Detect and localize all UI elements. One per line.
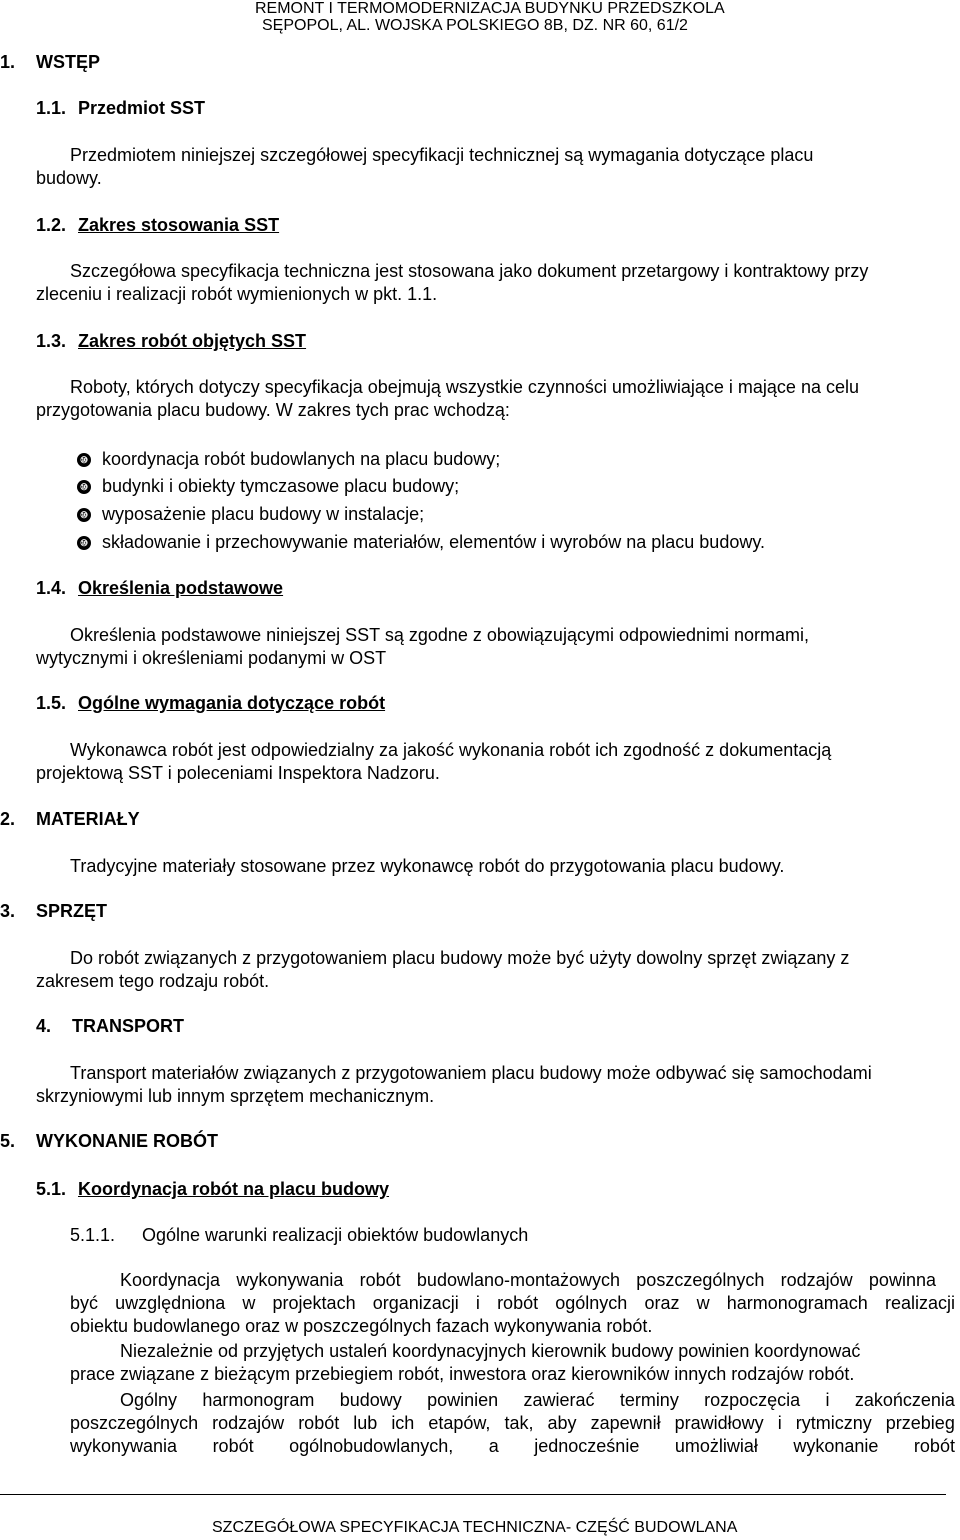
text-line: skrzyniowymi lub innym sprzętem mechanicznym. — [36, 1086, 435, 1106]
section-1-2-text-cont — [36, 283, 437, 306]
word: aby — [547, 1413, 577, 1433]
text-line: Przedmiotem niniejszej szczegółowej specyfikacji technicznej są wymagania dotyczące placu — [70, 145, 814, 165]
text-line: obiektu budowlanego oraz w poszczególnych fazach wykonywania robót. — [70, 1316, 653, 1336]
word: wykonywania — [70, 1436, 178, 1456]
word: robót — [298, 1413, 340, 1433]
section-5-heading — [0, 1131, 218, 1152]
section-title: Zakres robót objętych SST — [78, 331, 307, 351]
word: poszczególnych — [636, 1270, 765, 1290]
section-number: 1.4. — [36, 578, 67, 598]
word: wykonywania — [236, 1270, 344, 1290]
numbered-circle-icon: ⑩ — [77, 480, 91, 494]
word: uwzględniona — [115, 1293, 226, 1313]
word: organizacji — [372, 1293, 459, 1313]
section-number: 5.1.1. — [70, 1225, 116, 1245]
word: ogólnobudowlanych, — [289, 1436, 454, 1456]
word: rodzajów — [212, 1413, 285, 1433]
section-4-text-cont — [36, 1085, 434, 1108]
section-title: WSTĘP — [36, 52, 101, 72]
word: ogólnych — [555, 1293, 628, 1313]
text-line: Niezależnie od przyjętych ustaleń koordynacyjnych kierownik budowy powinien koordynować — [120, 1341, 861, 1361]
section-number: 1. — [0, 52, 16, 72]
word: terminy — [619, 1390, 679, 1410]
word: wykonanie — [793, 1436, 879, 1456]
section-1-5-heading — [36, 693, 386, 714]
section-title: Ogólne warunki realizacji obiektów budowlanych — [142, 1225, 529, 1245]
paragraph-1-cont — [70, 1292, 955, 1338]
list-item-text: koordynacja robót budowlanych na placu budowy; — [102, 449, 501, 469]
section-number: 4. — [36, 1016, 52, 1036]
section-4-heading — [36, 1016, 184, 1037]
word: i — [777, 1413, 782, 1433]
section-number: 1.5. — [36, 693, 67, 713]
section-1-3-text — [70, 376, 859, 399]
header-line-1: REMONT I TERMOMODERNIZACJA BUDYNKU PRZEDSZKOLA — [255, 0, 725, 17]
word: oraz — [644, 1293, 680, 1313]
list-item-text: składowanie i przechowywanie materiałów, elementów i wyrobów na placu budowy. — [102, 532, 766, 552]
text-line: Określenia podstawowe niniejszej SST są zgodne z obowiązującymi odpowiednimi normami, — [70, 625, 810, 645]
word: robót — [212, 1436, 254, 1456]
section-1-3-text-cont — [36, 399, 510, 422]
word: harmonogram — [202, 1390, 315, 1410]
justified-line — [70, 1412, 955, 1435]
section-5-1-1-heading — [70, 1224, 529, 1247]
section-3-text — [70, 947, 849, 970]
word: poszczególnych — [70, 1413, 199, 1433]
text-line: zleceniu i realizacji robót wymienionych w pkt. 1.1. — [36, 284, 438, 304]
list-item-text: wyposażenie placu budowy w instalacje; — [102, 504, 425, 524]
footer-text: SZCZEGÓŁOWA SPECYFIKACJA TECHNICZNA- CZĘŚĆ BUDOWLANA — [212, 1519, 738, 1536]
word: projektach — [272, 1293, 356, 1313]
word: i — [475, 1293, 480, 1313]
word: zapewnił — [590, 1413, 661, 1433]
list-item — [77, 504, 424, 525]
section-1-4-heading — [36, 578, 284, 599]
word: rozpoczęcia — [704, 1390, 801, 1410]
section-title: TRANSPORT — [72, 1016, 184, 1036]
word: robót — [913, 1436, 955, 1456]
section-1-2-heading — [36, 215, 280, 236]
section-number: 1.2. — [36, 215, 67, 235]
text-line: Wykonawca robót jest odpowiedzialny za jakość wykonania robót ich zgodność z dokumentacją — [70, 740, 832, 760]
list-item — [77, 532, 765, 553]
section-1-4-text — [70, 624, 809, 647]
text-line: projektową SST i poleceniami Inspektora Nadzoru. — [36, 763, 440, 783]
section-1-5-text — [70, 739, 831, 762]
word: harmonogramach — [726, 1293, 868, 1313]
numbered-circle-icon: ⑩ — [77, 536, 91, 550]
paragraph-3-cont — [70, 1412, 955, 1458]
section-3-text-cont — [36, 970, 269, 993]
numbered-circle-icon: ⑩ — [77, 453, 91, 467]
section-number: 3. — [0, 901, 16, 921]
word: robót — [497, 1293, 539, 1313]
word: etapów, — [428, 1413, 491, 1433]
section-title: Koordynacja robót na placu budowy — [78, 1179, 390, 1199]
word: rytmiczny — [795, 1413, 872, 1433]
word: lub — [353, 1413, 378, 1433]
section-1-1-text-cont — [36, 167, 102, 190]
justified-line — [70, 1435, 955, 1458]
word: Koordynacja — [120, 1270, 221, 1290]
section-title: WYKONANIE ROBÓT — [36, 1131, 218, 1151]
word: w — [696, 1293, 710, 1313]
section-1-2-text — [70, 260, 868, 283]
word: a — [488, 1436, 499, 1456]
section-1-3-heading — [36, 331, 307, 352]
text-line: prace związane z bieżącym przebiegiem robót, inwestora oraz kierowników innych rodzajów robót. — [70, 1364, 855, 1384]
word: budowlano-montażowych — [416, 1270, 621, 1290]
word: powinna — [868, 1270, 936, 1290]
section-1-1-text — [70, 144, 813, 167]
text-line: Transport materiałów związanych z przygotowaniem placu budowy może odbywać się samochodami — [70, 1063, 872, 1083]
paragraph-2-cont — [70, 1363, 854, 1386]
text-line: Roboty, których dotyczy specyfikacja obejmują wszystkie czynności umożliwiające i mające na celu — [70, 377, 859, 397]
paragraph-2 — [120, 1340, 860, 1363]
section-title: Zakres stosowania SST — [78, 215, 280, 235]
section-title: Przedmiot SST — [78, 98, 206, 118]
section-title: MATERIAŁY — [36, 809, 140, 829]
word: w — [242, 1293, 256, 1313]
word: zawierać — [523, 1390, 595, 1410]
word: tak, — [504, 1413, 534, 1433]
section-number: 5.1. — [36, 1179, 67, 1199]
text-line: Tradycyjne materiały stosowane przez wykonawcę robót do przygotowania placu budowy. — [70, 856, 785, 876]
section-1-5-text-cont — [36, 762, 440, 785]
word: realizacji — [884, 1293, 955, 1313]
justified-line — [120, 1389, 955, 1412]
section-1-4-text-cont — [36, 647, 386, 670]
section-number: 1.1. — [36, 98, 67, 118]
section-number: 2. — [0, 809, 16, 829]
word: umożliwiał — [674, 1436, 758, 1456]
word: rodzajów — [780, 1270, 853, 1290]
word: robót — [359, 1270, 401, 1290]
list-item — [77, 476, 459, 497]
section-number: 5. — [0, 1131, 16, 1151]
text-line: przygotowania placu budowy. W zakres tych prac wchodzą: — [36, 400, 510, 420]
word: ich — [391, 1413, 415, 1433]
text-line: wytycznymi i określeniami podanymi w OST — [36, 648, 387, 668]
word: i — [825, 1390, 830, 1410]
word: prawidłowy — [674, 1413, 764, 1433]
word: budowy — [339, 1390, 402, 1410]
section-1-heading — [0, 52, 101, 73]
text-line: budowy. — [36, 168, 102, 188]
word: Ogólny — [120, 1390, 178, 1410]
word: przebieg — [885, 1413, 955, 1433]
section-title: SPRZĘT — [36, 901, 108, 921]
section-title: Określenia podstawowe — [78, 578, 284, 598]
word: być — [70, 1293, 99, 1313]
word: zakończenia — [854, 1390, 955, 1410]
text-line: zakresem tego rodzaju robót. — [36, 971, 270, 991]
section-3-heading — [0, 901, 108, 922]
word: jednocześnie — [534, 1436, 640, 1456]
list-item — [77, 449, 500, 470]
justified-line — [70, 1292, 955, 1315]
text-line: Do robót związanych z przygotowaniem placu budowy może być użyty dowolny sprzęt związany z — [70, 948, 850, 968]
paragraph-3 — [120, 1389, 955, 1412]
section-2-text — [70, 855, 784, 878]
paragraph-1 — [70, 1269, 936, 1292]
section-4-text — [70, 1062, 872, 1085]
justified-line — [120, 1269, 936, 1292]
word: powinien — [427, 1390, 499, 1410]
section-5-1-heading — [36, 1179, 390, 1200]
list-item-text: budynki i obiekty tymczasowe placu budowy; — [102, 476, 460, 496]
section-2-heading — [0, 809, 140, 830]
footer-rule — [0, 1494, 946, 1495]
section-number: 1.3. — [36, 331, 67, 351]
section-title: Ogólne wymagania dotyczące robót — [78, 693, 386, 713]
section-1-1-heading — [36, 98, 206, 119]
numbered-circle-icon: ⑩ — [77, 508, 91, 522]
header-line-2: SĘPOPOL, AL. WOJSKA POLSKIEGO 8B, DZ. NR 60, 61/2 — [262, 17, 688, 34]
text-line: Szczegółowa specyfikacja techniczna jest stosowana jako dokument przetargowy i kontraktowy przy — [70, 261, 869, 281]
